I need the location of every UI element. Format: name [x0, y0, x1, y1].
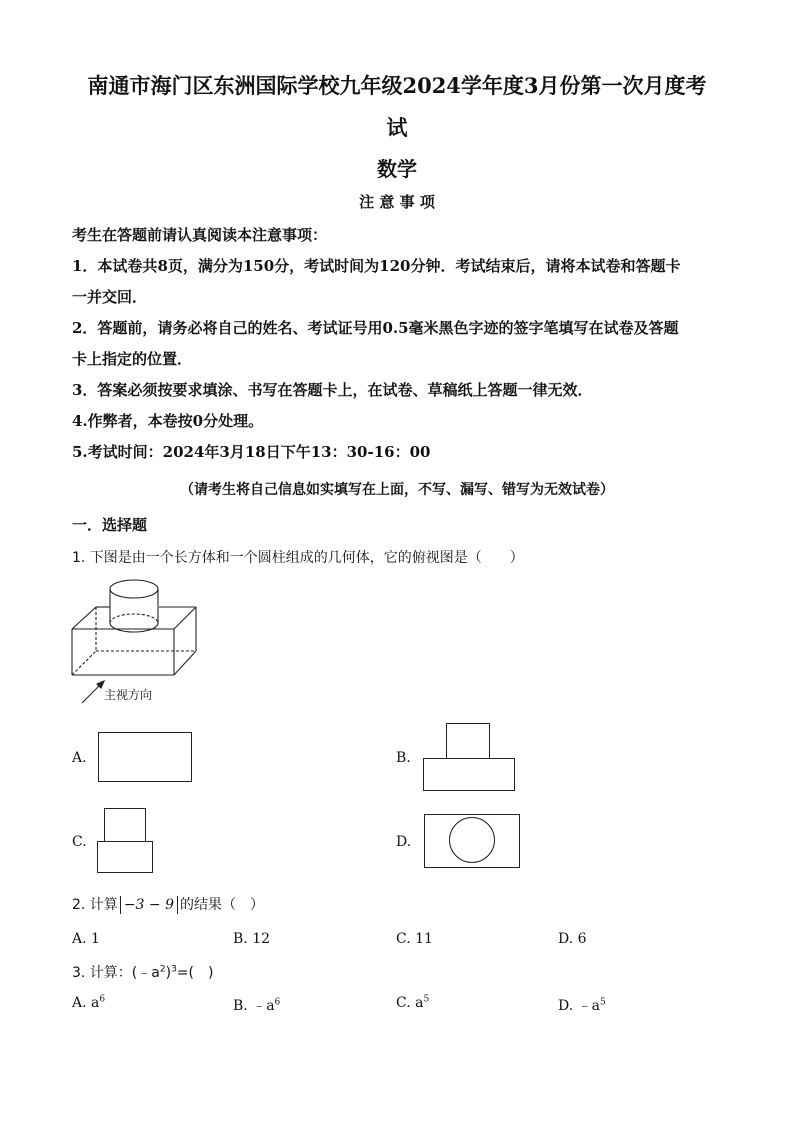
q1-option-a-label[interactable]: A. — [72, 750, 87, 766]
q1-option-b-label[interactable]: B. — [396, 750, 411, 766]
q3-option-d[interactable]: D. $﹣a^5$ — [558, 997, 606, 1014]
q1-option-b-figure[interactable] — [423, 723, 515, 791]
exam-title-line2: 试 — [386, 115, 408, 140]
section-heading: 一．选择题 — [72, 516, 148, 534]
notice-item-1b: 一并交回． — [72, 288, 148, 306]
q1-option-a-figure[interactable] — [98, 732, 192, 782]
notice-item-4: 4.作弊者，本卷按0分处理。 — [72, 412, 264, 430]
q1-option-d-label[interactable]: D. — [396, 834, 412, 850]
q1-option-c-label[interactable]: C. — [72, 834, 87, 850]
q3-option-c[interactable]: C. $a^5$ — [396, 994, 430, 1011]
notice-item-5: 5.考试时间：2024年3月18日下午13：30-16：00 — [72, 443, 431, 461]
notice-item-2a: 2．答题前，请务必将自己的姓名、考试证号用0.5毫米黑色字迹的签字笔填写在试卷及答题 — [72, 319, 679, 337]
q1-option-d-figure[interactable] — [424, 814, 520, 868]
q2-option-d[interactable]: D. 6 — [558, 931, 587, 947]
notice-item-2b: 卡上指定的位置． — [72, 350, 193, 368]
exam-title-line1: 南通市海门区东洲国际学校九年级2024学年度3月份第一次月度考 — [87, 73, 707, 98]
q3-option-b[interactable]: B. $﹣a^6$ — [233, 997, 281, 1014]
notice-item-1a: 1．本试卷共8页，满分为150分，考试时间为120分钟．考试结束后，请将本试卷和答题卡 — [72, 257, 681, 275]
question-1-stem: 1. 下图是由一个长方体和一个圆柱组成的几何体，它的俯视图是（ ） — [72, 550, 524, 566]
q2-option-a[interactable]: A. 1 — [72, 931, 100, 947]
question-2-stem: 2. 计算 −3 − 9 的结果（ ） — [72, 897, 264, 913]
absolute-value-expression: −3 − 9 — [120, 896, 178, 914]
q1-option-c-figure[interactable] — [97, 808, 153, 873]
figure-caption: 主视方向 — [104, 688, 153, 702]
notice-intro: 考生在答题前请认真阅读本注意事项： — [72, 226, 328, 244]
notice-item-3: 3．答案必须按要求填涂、书写在答题卡上，在试卷、草稿纸上答题一律无效． — [72, 381, 593, 399]
q2-option-c[interactable]: C. 11 — [396, 931, 433, 947]
subject-title: 数学 — [377, 157, 417, 181]
notice-heading: 注 意 事 项 — [359, 193, 435, 211]
q2-option-b[interactable]: B. 12 — [233, 931, 271, 947]
q3-option-a[interactable]: A. $a^6$ — [72, 994, 106, 1011]
question-3-stem: 3. 计算：$(﹣a^2)^3=$( ) — [72, 964, 214, 981]
notice-remark: （请考生将自己信息如实填写在上面，不写、漏写、错写为无效试卷） — [180, 482, 614, 498]
